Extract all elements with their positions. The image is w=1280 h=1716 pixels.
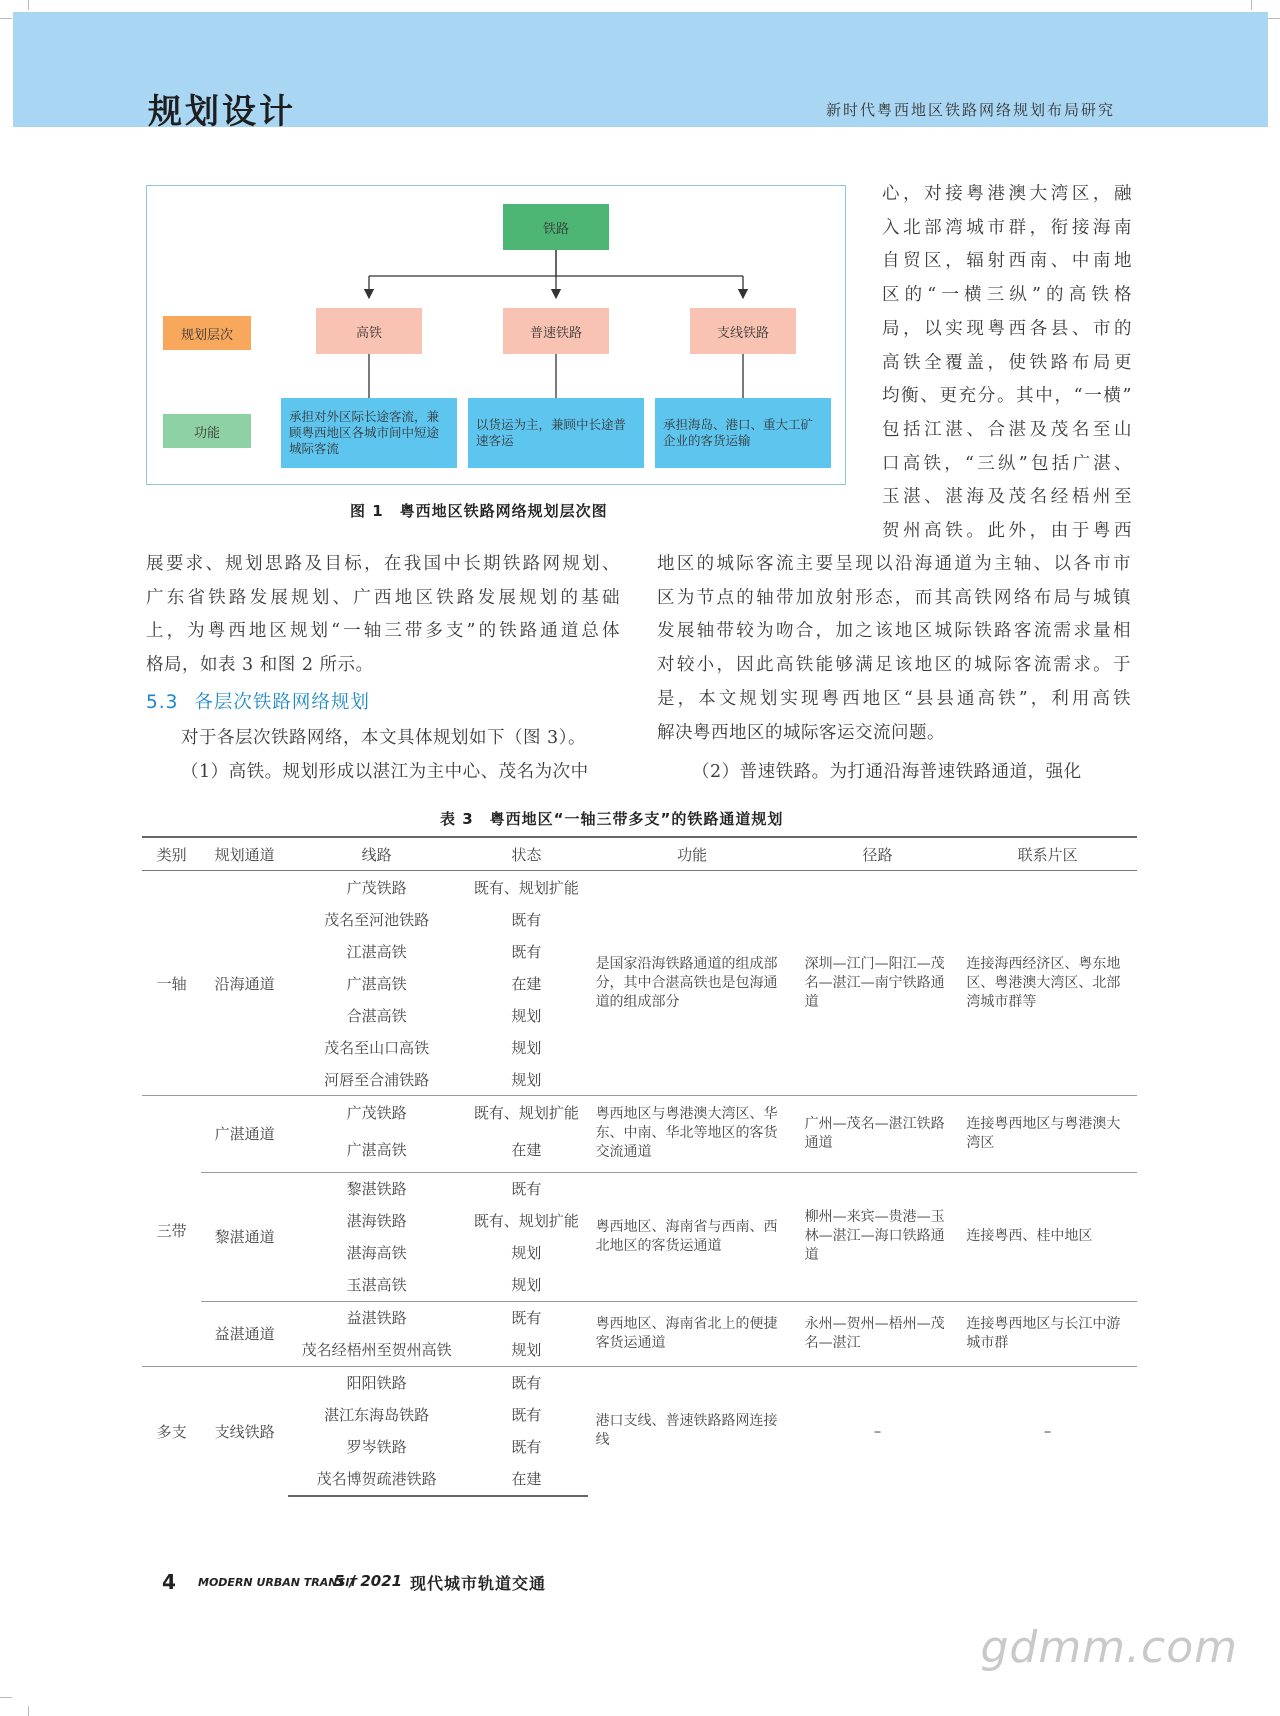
railway-channel-table — [142, 836, 1137, 1497]
header-line: 线路 — [288, 837, 465, 871]
status-cell: 既有 — [465, 1172, 587, 1205]
root-node: 铁路 — [503, 204, 609, 250]
left-column-paragraph: 展要求、规划思路及目标，在我国中长期铁路网规划、 广东省铁路发展规划、广西地区铁路发展规划的基础 上，为粤西地区规划“一轴三带多支”的铁路通道总体 格局，如表 3 和图 2 所示。 — [146, 554, 620, 676]
status-cell: 规划 — [511, 1038, 542, 1057]
table-row — [142, 1096, 1137, 1129]
table-header-row — [142, 837, 1137, 871]
region-cell: 连接粤西地区与长江中游城市群 — [958, 1301, 1137, 1366]
function-node-high-speed: 承担对外区际长途客流，兼顾粤西地区各城市间中短途城际客流 — [281, 398, 457, 468]
line-cell: 合湛高铁 — [346, 1006, 407, 1025]
paragraph-high-speed-line: （1）高铁。规划形成以湛江为主中心、茂名为次中 — [181, 762, 589, 782]
status-cell: 既有 — [465, 1301, 587, 1334]
region-cell: 连接粤西、桂中地区 — [958, 1172, 1137, 1301]
crop-mark — [0, 1697, 12, 1698]
section-heading — [146, 688, 386, 714]
status-cell: 既有 — [511, 1438, 542, 1456]
channel-cell: 益湛通道 — [201, 1301, 288, 1366]
region-cell: – — [958, 1366, 1137, 1496]
table-row — [142, 871, 1137, 904]
region-cell: 连接海西经济区、粤东地区、粤港澳大湾区、北部湾城市群等 — [966, 955, 1121, 1010]
paragraph-intro-line: 对于各层次铁路网络，本文具体规划如下（图 3）。 — [181, 728, 586, 748]
right-column-paragraph: 心，对接粤港澳大湾区，融 入北部湾城市群，衔接海南 自贸区，辐射西南、中南地 区的“一横三纵”的高铁格 局，以实现粤西各县、市的 高铁全覆盖，使铁路布局更 均衡、更充分。其中，“一横” 包括江湛、合湛及茂名至山 口高铁，“三纵”包括广湛、 玉湛、湛海及茂名经梧州至 贺州高铁。此外，由于粤西 — [882, 184, 1132, 542]
right-column-paragraph-2: 地区的城际客流主要呈现以沿海通道为主轴、以各市市 区为节点的轴带加放射形态，而其高铁网络布局与城镇 发展轴带较为吻合，加之该地区城际铁路客流需求量相 对较小，因此高铁能够满足该地区的城际客流需求。于 是，本文规划实现粤西地区“县县通高铁”，利用高铁 解决粤西地区的城际客运交流问题。 — [657, 554, 1131, 743]
header-category: 类别 — [142, 837, 201, 871]
status-cell: 既有、规划扩能 — [465, 1096, 587, 1129]
status-cell: 在建 — [465, 1463, 587, 1496]
line-cell: 益湛铁路 — [288, 1301, 465, 1334]
status-cell: 规划 — [511, 1276, 542, 1294]
channel-cell: 广湛通道 — [201, 1096, 288, 1173]
section-number: 5.3 — [146, 692, 179, 713]
header-channel: 规划通道 — [201, 837, 288, 871]
level-node-branch: 支线铁路 — [690, 308, 796, 354]
level-node-high-speed: 高铁 — [316, 308, 422, 354]
line-cell: 茂名博贺疏港铁路 — [288, 1463, 465, 1496]
function-cell: 粤西地区、海南省北上的便捷客货运通道 — [588, 1301, 797, 1366]
header-function: 功能 — [588, 837, 797, 871]
region-cell: 连接粤西地区与粤港澳大湾区 — [958, 1096, 1137, 1173]
level-node-conventional: 普速铁路 — [503, 308, 609, 354]
line-cell: 阳阳铁路 — [288, 1366, 465, 1399]
line-cell: 广茂铁路 — [288, 1096, 465, 1129]
category-cell: 一轴 — [156, 974, 187, 993]
crop-mark — [0, 18, 12, 19]
route-cell: 深圳—江门—阳江—茂名—湛江—南宁铁路通道 — [804, 955, 945, 1010]
category-cell: 三带 — [142, 1096, 201, 1367]
function-label-node: 功能 — [163, 414, 251, 448]
function-node-conventional: 以货运为主，兼顾中长途普速客运 — [468, 398, 644, 468]
paragraph-conventional-line: （2）普速铁路。为打通沿海普速铁路通道，强化 — [692, 762, 1082, 782]
status-cell: 既有 — [465, 1366, 587, 1399]
status-cell: 既有、规划扩能 — [473, 1212, 579, 1230]
line-cell: 广茂铁路 — [346, 878, 407, 897]
route-cell: 柳州—来宾—贵港—玉林—湛江—海口铁路通道 — [797, 1172, 959, 1301]
table-row — [142, 1301, 1137, 1334]
journal-name-en: MODERN URBAN TRANSIT — [198, 1576, 357, 1589]
line-cell: 广湛高铁 — [346, 1141, 407, 1160]
line-cell: 茂名经梧州至贺州高铁 — [301, 1341, 452, 1359]
line-cell: 湛海高铁 — [346, 1244, 407, 1262]
hierarchy-figure — [146, 185, 846, 485]
function-cell: 港口支线、普速铁路路网连接线 — [588, 1366, 797, 1496]
function-cell: 粤西地区与粤港澳大湾区、华东、中南、华北等地区的客货交流通道 — [588, 1096, 797, 1173]
status-cell: 规划 — [511, 1244, 542, 1262]
line-cell: 黎湛铁路 — [288, 1172, 465, 1205]
line-cell: 广湛高铁 — [346, 974, 407, 993]
crop-mark — [28, 0, 29, 10]
line-cell: 湛海铁路 — [346, 1212, 407, 1230]
table-row — [142, 1366, 1137, 1399]
header-route: 径路 — [797, 837, 959, 871]
channel-cell: 支线铁路 — [201, 1366, 288, 1496]
status-cell: 规划 — [511, 1341, 542, 1359]
category-cell: 多支 — [142, 1366, 201, 1496]
section-title: 规划设计 — [148, 92, 296, 132]
table-caption: 表 3 粤西地区“一轴三带多支”的铁路通道规划 — [440, 810, 784, 828]
watermark: gdmm.com — [980, 1622, 1238, 1673]
status-cell: 规划 — [511, 1006, 542, 1025]
line-cell: 江湛高铁 — [346, 942, 407, 961]
route-cell: 永州—贺州—梧州—茂名—湛江 — [797, 1301, 959, 1366]
status-cell: 既有、规划扩能 — [473, 878, 579, 897]
line-cell: 茂名至河池铁路 — [324, 910, 430, 929]
issue-number: 5 / 2021 — [334, 1572, 403, 1590]
function-node-branch: 承担海岛、港口、重大工矿企业的客货运输 — [655, 398, 831, 468]
status-cell: 在建 — [511, 974, 542, 993]
running-title: 新时代粤西地区铁路网络规划布局研究 — [825, 101, 1115, 119]
route-cell: – — [797, 1366, 959, 1496]
crop-mark — [28, 1706, 29, 1716]
line-cell: 湛江东海岛铁路 — [324, 1406, 430, 1424]
page-number: 4 — [162, 1570, 176, 1594]
header-status: 状态 — [465, 837, 587, 871]
channel-cell: 沿海通道 — [214, 974, 275, 993]
figure-caption: 图 1 粤西地区铁路网络规划层次图 — [350, 502, 608, 520]
status-cell: 既有 — [511, 1406, 542, 1424]
status-cell: 在建 — [511, 1141, 542, 1160]
function-cell: 粤西地区、海南省与西南、西北地区的客货运通道 — [588, 1172, 797, 1301]
route-cell: 广州—茂名—湛江铁路通道 — [797, 1096, 959, 1173]
journal-name-cn: 现代城市轨道交通 — [410, 1574, 547, 1593]
status-cell: 规划 — [511, 1070, 542, 1089]
line-cell: 河唇至合浦铁路 — [324, 1070, 430, 1089]
line-cell: 玉湛高铁 — [346, 1276, 407, 1294]
table-row — [142, 1172, 1137, 1205]
channel-cell: 黎湛通道 — [201, 1172, 288, 1301]
line-cell: 罗岑铁路 — [346, 1438, 407, 1456]
header-region: 联系片区 — [958, 837, 1137, 871]
crop-mark — [1251, 0, 1252, 10]
level-label-node: 规划层次 — [163, 316, 251, 350]
status-cell: 既有 — [511, 942, 542, 961]
line-cell: 茂名至山口高铁 — [324, 1038, 430, 1057]
status-cell: 既有 — [511, 910, 542, 929]
function-cell: 是国家沿海铁路通道的组成部分，其中合湛高铁也是包海通道的组成部分 — [595, 955, 778, 1010]
section-heading-text: 各层次铁路网络规划 — [194, 692, 370, 713]
crop-mark — [1268, 18, 1280, 19]
